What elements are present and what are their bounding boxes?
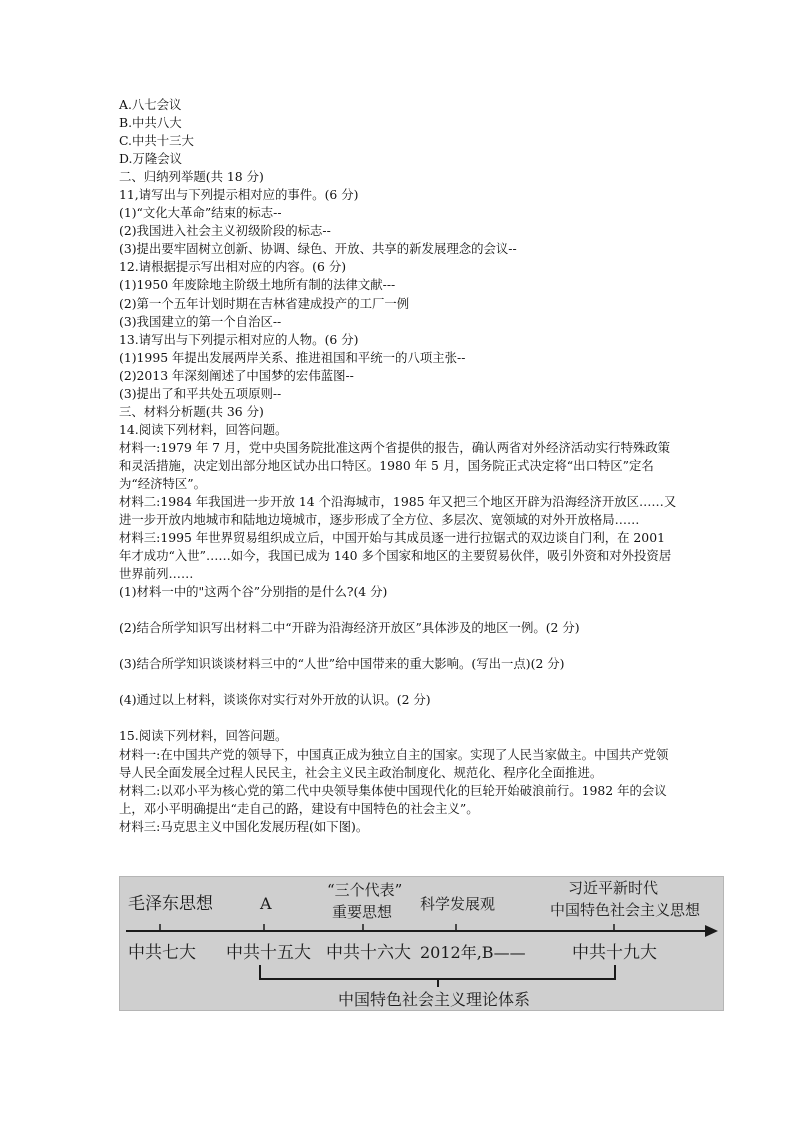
question-stem: 15.阅读下列材料，回答问题。 [119,728,288,744]
question-item: (2)我国进入社会主义初级阶段的标志-- [119,223,331,239]
answer-space[interactable] [119,637,719,655]
question-item: (2)2013 年深刻阐述了中国梦的宏伟蓝图-- [119,367,354,383]
theory-system-bracket [260,965,615,979]
section-title: 二、归纳列举题(共 18 分) [119,169,264,185]
label-19th-congress: 中共十九大 [572,943,657,963]
label-7th-congress: 中共七大 [128,943,196,963]
option-a: A.八七会议 [119,97,182,112]
timeline-diagram [120,877,723,1010]
question-stem: 12.请根据提示写出相对应的内容。(6 分) [119,259,347,275]
answer-space[interactable] [119,673,719,691]
material-paragraph: 材料一:1979 年 7 月，党中央国务院批准这两个省提供的报告，确认两省对外经济活动实行特殊政策和灵活措施，决定划出部分地区试办出口特区。1980 年 5 月，国务院正式决定将“出口特区”定名为“经济特区”。 [119,439,671,491]
label-mao-thought: 毛泽东思想 [128,894,213,914]
answer-space[interactable] [119,601,719,619]
exam-page [119,96,719,836]
sub-question: (3)结合所学知识谈谈材料三中的“人世”给中国带来的重大影响。(写出一点)(2 分) [119,656,565,672]
label-three-represents-1: “三个代表” [327,881,403,899]
question-item: (1)1950 年废除地主阶级土地所有制的法律文献--- [119,277,396,293]
question-item: (3)提出了和平共处五项原则-- [119,385,282,401]
sub-question: (4)通过以上材料，谈谈你对实行对外开放的认识。(2 分) [119,692,431,708]
question-stem: 13.请写出与下列提示相对应的人物。(6 分) [119,331,359,347]
label-16th-congress: 中共十六大 [326,943,411,963]
question-stem: 14.阅读下列材料，回答问题。 [119,421,288,437]
label-xi-thought-2: 中国特色社会主义思想 [550,901,701,919]
question-item: (3)我国建立的第一个自治区-- [119,313,282,329]
material-paragraph: 材料二:1984 年我国进一步开放 14 个沿海城市，1985 年又把三个地区开辟为沿海经济开放区……又进一步开放内地城市和陆地边境城市，逐步形成了全方位、多层次、宽领域的对外开放格局…… [119,494,677,528]
sub-question: (1)材料一中的"这两个谷”分别指的是什么?(4 分) [119,584,388,600]
label-a: A [260,894,272,913]
label-scientific-outlook: 科学发展观 [420,895,496,913]
material-paragraph: 材料三:马克思主义中国化发展历程(如下图)。 [119,818,369,834]
material-paragraph: 材料二:以邓小平为核心党的第二代中央领导集体使中国现代化的巨轮开始破浪前行。1982 年的会议上，邓小平明确提出“走自己的路，建设有中国特色的社会主义”。 [119,782,667,816]
question-item: (3)提出要牢固树立创新、协调、绿色、开放、共享的新发展理念的会议-- [119,241,517,257]
label-xi-thought-1: 习近平新时代 [568,879,659,897]
label-three-represents-2: 重要思想 [332,903,393,921]
label-2012-b: 2012年,B—— [420,943,526,962]
option-b: B.中共八大 [119,115,182,131]
answer-space[interactable] [119,709,719,727]
material-paragraph: 材料三:1995 年世界贸易组织成立后，中国开始与其成员逐一进行拉锯式的双边谈自门利，在 2001 年才成功“入世”……如今，我国已成为 140 多个国家和地区的主要贸易伙伴，吸引外资和对外投资居世界前列…… [119,530,672,582]
timeline-figure [119,876,724,1011]
question-item: (2)第一个五年计划时期在吉林省建成投产的工厂一例 [119,295,410,311]
label-theory-system: 中国特色社会主义理论体系 [338,990,531,1009]
option-c: C.中共十三大 [119,133,194,149]
question-stem: 11,请写出与下列提示相对应的事件。(6 分) [119,187,359,203]
question-item: (1)1995 年提出发展两岸关系、推进祖国和平统一的八项主张-- [119,349,466,365]
option-d: D.万隆会议 [119,151,182,167]
label-15th-congress: 中共十五大 [226,943,311,963]
sub-question: (2)结合所学知识写出材料二中“开辟为沿海经济开放区”具体涉及的地区一例。(2 分) [119,620,580,636]
material-paragraph: 材料一:在中国共产党的领导下，中国真正成为独立自主的国家。实现了人民当家做主。中国共产党领导人民全面发展全过程人民民主，社会主义民主政治制度化、规范化、程序化全面推进。 [119,746,669,780]
question-item: (1)“文化大革命”结束的标志-- [119,205,282,221]
timeline-arrowhead [705,925,718,937]
section-title: 三、材料分析题(共 36 分) [119,403,264,419]
